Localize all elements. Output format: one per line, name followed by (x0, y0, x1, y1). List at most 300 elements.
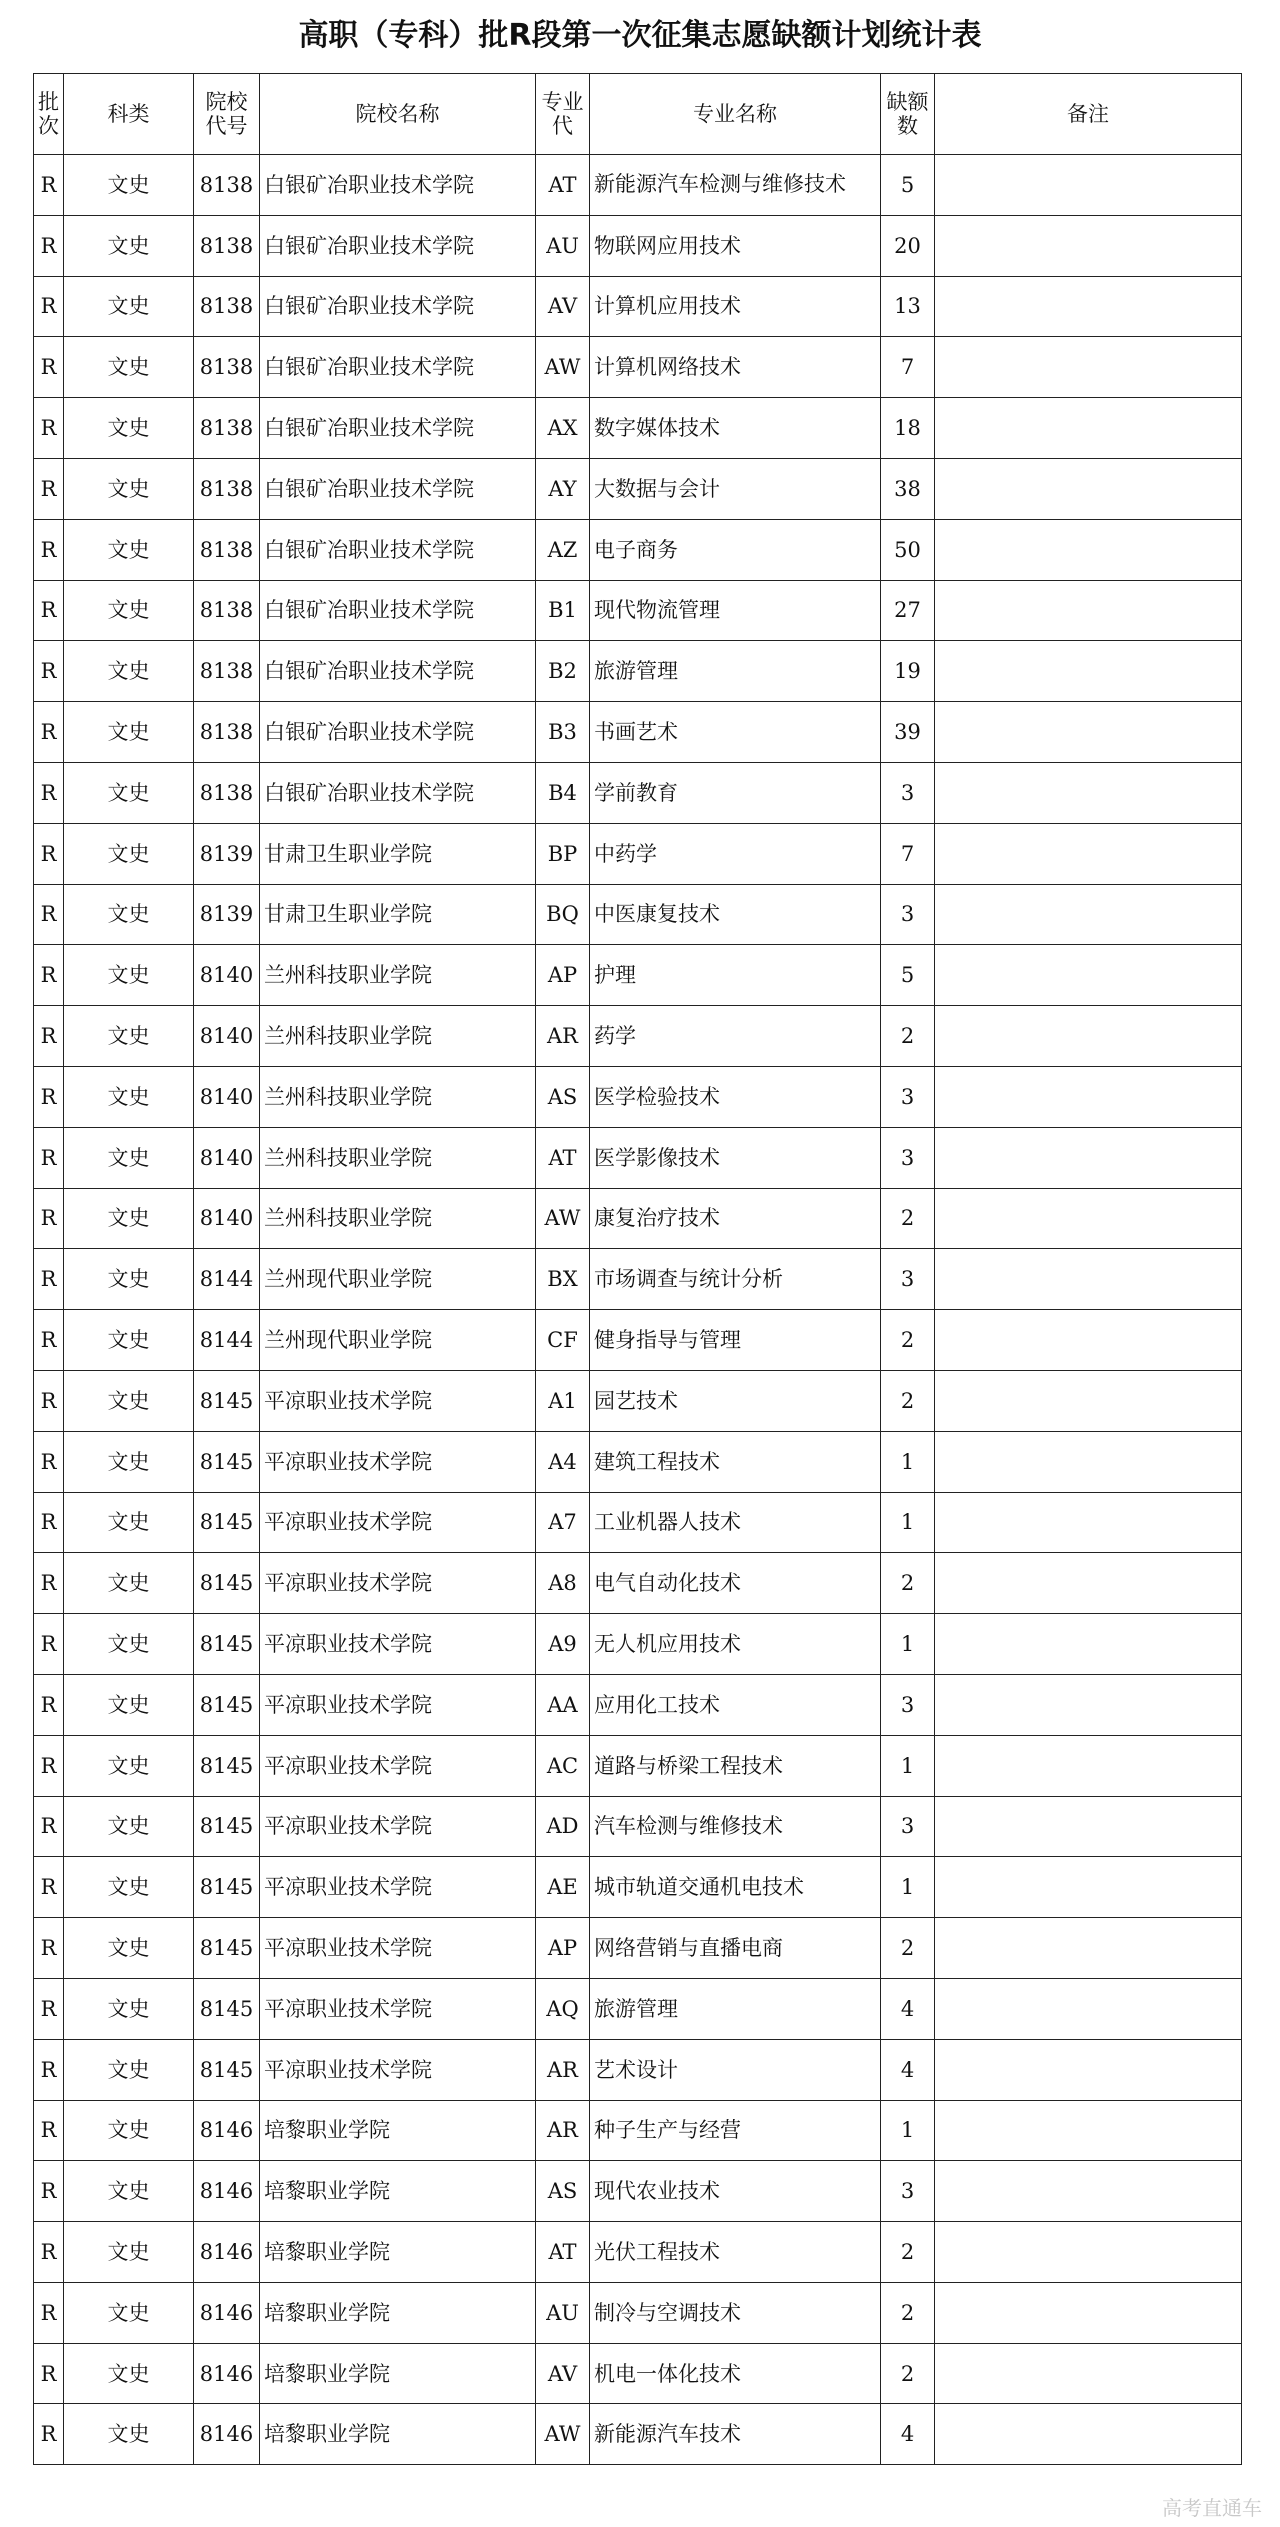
table-row (34, 702, 1242, 763)
cell-subject: 文史 (64, 398, 194, 459)
cell-school-code: 8140 (194, 945, 260, 1006)
cell-remark (935, 580, 1242, 641)
cell-subject: 文史 (64, 2404, 194, 2465)
cell-major-code: BX (536, 1249, 590, 1310)
cell-vacancy: 5 (881, 945, 935, 1006)
cell-school-name: 白银矿冶职业技术学院 (260, 519, 536, 580)
cell-major-code: AT (536, 1127, 590, 1188)
cell-vacancy: 2 (881, 2343, 935, 2404)
cell-subject: 文史 (64, 1553, 194, 1614)
cell-school-code: 8146 (194, 2161, 260, 2222)
cell-major-code: A9 (536, 1614, 590, 1675)
cell-major-code: AW (536, 1188, 590, 1249)
cell-vacancy: 2 (881, 1918, 935, 1979)
table-body (34, 155, 1242, 2465)
cell-school-code: 8145 (194, 1492, 260, 1553)
cell-batch: R (34, 2282, 64, 2343)
cell-batch: R (34, 1857, 64, 1918)
cell-major-code: AV (536, 2343, 590, 2404)
cell-school-code: 8138 (194, 155, 260, 216)
cell-remark (935, 1127, 1242, 1188)
cell-vacancy: 3 (881, 2161, 935, 2222)
cell-remark (935, 641, 1242, 702)
cell-major-code: AD (536, 1796, 590, 1857)
cell-major-code: AZ (536, 519, 590, 580)
cell-major-name: 健身指导与管理 (590, 1310, 881, 1371)
cell-major-name: 艺术设计 (590, 2039, 881, 2100)
cell-vacancy: 3 (881, 1674, 935, 1735)
cell-remark (935, 1735, 1242, 1796)
cell-school-name: 兰州科技职业学院 (260, 1066, 536, 1127)
cell-subject: 文史 (64, 155, 194, 216)
cell-subject: 文史 (64, 2100, 194, 2161)
cell-vacancy: 1 (881, 1857, 935, 1918)
table-row (34, 1674, 1242, 1735)
cell-major-code: BP (536, 823, 590, 884)
cell-school-code: 8138 (194, 215, 260, 276)
cell-school-code: 8140 (194, 1127, 260, 1188)
table-row (34, 458, 1242, 519)
cell-remark (935, 458, 1242, 519)
cell-subject: 文史 (64, 1918, 194, 1979)
cell-school-name: 兰州科技职业学院 (260, 1127, 536, 1188)
cell-remark (935, 2039, 1242, 2100)
cell-remark (935, 823, 1242, 884)
table-row (34, 1006, 1242, 1067)
cell-batch: R (34, 458, 64, 519)
cell-school-name: 平凉职业技术学院 (260, 1918, 536, 1979)
table-row (34, 519, 1242, 580)
cell-school-name: 白银矿冶职业技术学院 (260, 762, 536, 823)
cell-subject: 文史 (64, 2039, 194, 2100)
cell-school-code: 8145 (194, 1918, 260, 1979)
cell-batch: R (34, 519, 64, 580)
cell-school-code: 8139 (194, 823, 260, 884)
cell-school-code: 8146 (194, 2404, 260, 2465)
cell-major-code: AW (536, 2404, 590, 2465)
cell-school-name: 平凉职业技术学院 (260, 1614, 536, 1675)
table-row (34, 1978, 1242, 2039)
cell-vacancy: 5 (881, 155, 935, 216)
cell-remark (935, 337, 1242, 398)
table-row (34, 1735, 1242, 1796)
cell-school-name: 白银矿冶职业技术学院 (260, 337, 536, 398)
cell-subject: 文史 (64, 1431, 194, 1492)
header-batch: 批次 (34, 74, 64, 155)
cell-remark (935, 1978, 1242, 2039)
cell-school-name: 白银矿冶职业技术学院 (260, 398, 536, 459)
cell-school-code: 8146 (194, 2343, 260, 2404)
cell-remark (935, 398, 1242, 459)
cell-school-name: 培黎职业学院 (260, 2282, 536, 2343)
cell-subject: 文史 (64, 1978, 194, 2039)
cell-major-code: AA (536, 1674, 590, 1735)
cell-school-code: 8145 (194, 1735, 260, 1796)
table-header (34, 74, 1242, 155)
cell-batch: R (34, 1127, 64, 1188)
cell-major-code: AP (536, 945, 590, 1006)
cell-major-name: 物联网应用技术 (590, 215, 881, 276)
cell-major-code: AY (536, 458, 590, 519)
cell-major-code: AC (536, 1735, 590, 1796)
cell-school-name: 培黎职业学院 (260, 2222, 536, 2283)
cell-major-name: 市场调查与统计分析 (590, 1249, 881, 1310)
cell-subject: 文史 (64, 2161, 194, 2222)
cell-batch: R (34, 1735, 64, 1796)
cell-subject: 文史 (64, 1735, 194, 1796)
cell-vacancy: 19 (881, 641, 935, 702)
cell-school-code: 8146 (194, 2222, 260, 2283)
cell-school-name: 白银矿冶职业技术学院 (260, 702, 536, 763)
cell-school-code: 8145 (194, 1370, 260, 1431)
header-remark: 备注 (935, 74, 1242, 155)
cell-vacancy: 2 (881, 2282, 935, 2343)
cell-subject: 文史 (64, 580, 194, 641)
cell-school-code: 8145 (194, 1431, 260, 1492)
table-row (34, 884, 1242, 945)
cell-batch: R (34, 762, 64, 823)
cell-remark (935, 155, 1242, 216)
cell-major-code: AX (536, 398, 590, 459)
cell-school-name: 白银矿冶职业技术学院 (260, 458, 536, 519)
cell-major-name: 工业机器人技术 (590, 1492, 881, 1553)
cell-school-code: 8138 (194, 519, 260, 580)
cell-major-name: 医学影像技术 (590, 1127, 881, 1188)
cell-major-code: AU (536, 215, 590, 276)
cell-school-name: 白银矿冶职业技术学院 (260, 580, 536, 641)
cell-subject: 文史 (64, 641, 194, 702)
cell-vacancy: 1 (881, 1492, 935, 1553)
header-vacancy: 缺额数 (881, 74, 935, 155)
cell-remark (935, 2100, 1242, 2161)
cell-major-name: 数字媒体技术 (590, 398, 881, 459)
cell-major-code: AR (536, 2039, 590, 2100)
cell-vacancy: 3 (881, 762, 935, 823)
cell-remark (935, 2404, 1242, 2465)
cell-school-code: 8138 (194, 762, 260, 823)
cell-vacancy: 20 (881, 215, 935, 276)
cell-vacancy: 2 (881, 1370, 935, 1431)
cell-school-name: 平凉职业技术学院 (260, 1553, 536, 1614)
cell-major-code: AR (536, 2100, 590, 2161)
cell-vacancy: 13 (881, 276, 935, 337)
table-row (34, 1796, 1242, 1857)
cell-school-code: 8138 (194, 458, 260, 519)
cell-vacancy: 7 (881, 823, 935, 884)
cell-subject: 文史 (64, 1796, 194, 1857)
cell-remark (935, 1492, 1242, 1553)
cell-remark (935, 1066, 1242, 1127)
cell-remark (935, 1857, 1242, 1918)
cell-major-name: 应用化工技术 (590, 1674, 881, 1735)
cell-batch: R (34, 702, 64, 763)
cell-vacancy: 3 (881, 884, 935, 945)
cell-subject: 文史 (64, 1857, 194, 1918)
cell-major-name: 无人机应用技术 (590, 1614, 881, 1675)
cell-batch: R (34, 1188, 64, 1249)
cell-major-name: 护理 (590, 945, 881, 1006)
cell-batch: R (34, 337, 64, 398)
cell-major-code: AT (536, 2222, 590, 2283)
cell-vacancy: 1 (881, 1431, 935, 1492)
cell-major-name: 计算机应用技术 (590, 276, 881, 337)
table-row (34, 1431, 1242, 1492)
table-row (34, 215, 1242, 276)
cell-major-code: B1 (536, 580, 590, 641)
cell-school-name: 平凉职业技术学院 (260, 2039, 536, 2100)
table-row (34, 1918, 1242, 1979)
cell-vacancy: 3 (881, 1127, 935, 1188)
cell-subject: 文史 (64, 823, 194, 884)
cell-vacancy: 4 (881, 1978, 935, 2039)
vacancy-table (33, 73, 1242, 2465)
cell-major-name: 道路与桥梁工程技术 (590, 1735, 881, 1796)
cell-major-code: AR (536, 1006, 590, 1067)
cell-major-code: A1 (536, 1370, 590, 1431)
cell-school-code: 8145 (194, 1796, 260, 1857)
cell-remark (935, 702, 1242, 763)
cell-school-code: 8138 (194, 398, 260, 459)
cell-school-name: 白银矿冶职业技术学院 (260, 215, 536, 276)
cell-school-code: 8140 (194, 1066, 260, 1127)
cell-vacancy: 1 (881, 1735, 935, 1796)
cell-major-code: AU (536, 2282, 590, 2343)
cell-school-code: 8140 (194, 1006, 260, 1067)
table-row (34, 1492, 1242, 1553)
cell-major-code: AT (536, 155, 590, 216)
cell-batch: R (34, 945, 64, 1006)
cell-school-code: 8144 (194, 1249, 260, 1310)
table-row (34, 1614, 1242, 1675)
cell-vacancy: 3 (881, 1796, 935, 1857)
cell-major-name: 康复治疗技术 (590, 1188, 881, 1249)
cell-remark (935, 1674, 1242, 1735)
cell-vacancy: 27 (881, 580, 935, 641)
cell-remark (935, 1249, 1242, 1310)
cell-remark (935, 762, 1242, 823)
cell-major-name: 中医康复技术 (590, 884, 881, 945)
table-row (34, 2404, 1242, 2465)
cell-vacancy: 2 (881, 1006, 935, 1067)
cell-subject: 文史 (64, 1614, 194, 1675)
cell-batch: R (34, 1492, 64, 1553)
cell-vacancy: 1 (881, 2100, 935, 2161)
cell-school-name: 平凉职业技术学院 (260, 1492, 536, 1553)
cell-school-code: 8145 (194, 1857, 260, 1918)
cell-major-name: 城市轨道交通机电技术 (590, 1857, 881, 1918)
cell-major-code: A7 (536, 1492, 590, 1553)
cell-vacancy: 38 (881, 458, 935, 519)
cell-school-name: 平凉职业技术学院 (260, 1431, 536, 1492)
cell-school-name: 培黎职业学院 (260, 2161, 536, 2222)
cell-batch: R (34, 1310, 64, 1371)
cell-school-code: 8146 (194, 2282, 260, 2343)
cell-major-name: 园艺技术 (590, 1370, 881, 1431)
cell-major-code: B2 (536, 641, 590, 702)
cell-vacancy: 1 (881, 1614, 935, 1675)
cell-school-name: 平凉职业技术学院 (260, 1735, 536, 1796)
cell-school-name: 平凉职业技术学院 (260, 1674, 536, 1735)
cell-major-code: AQ (536, 1978, 590, 2039)
cell-remark (935, 1553, 1242, 1614)
cell-school-name: 甘肃卫生职业学院 (260, 884, 536, 945)
cell-major-code: BQ (536, 884, 590, 945)
cell-subject: 文史 (64, 2343, 194, 2404)
cell-batch: R (34, 580, 64, 641)
cell-remark (935, 2222, 1242, 2283)
cell-school-code: 8138 (194, 641, 260, 702)
cell-subject: 文史 (64, 945, 194, 1006)
cell-school-name: 平凉职业技术学院 (260, 1370, 536, 1431)
cell-school-code: 8138 (194, 276, 260, 337)
table-row (34, 2100, 1242, 2161)
cell-school-name: 白银矿冶职业技术学院 (260, 641, 536, 702)
cell-major-code: B3 (536, 702, 590, 763)
table-row (34, 1188, 1242, 1249)
table-row (34, 2161, 1242, 2222)
page-title: 高职（专科）批R段第一次征集志愿缺额计划统计表 (298, 18, 982, 53)
cell-school-name: 兰州科技职业学院 (260, 1006, 536, 1067)
table-row (34, 1553, 1242, 1614)
cell-school-name: 甘肃卫生职业学院 (260, 823, 536, 884)
cell-subject: 文史 (64, 1492, 194, 1553)
cell-batch: R (34, 1674, 64, 1735)
cell-subject: 文史 (64, 215, 194, 276)
cell-school-code: 8145 (194, 1674, 260, 1735)
cell-batch: R (34, 2100, 64, 2161)
cell-batch: R (34, 2222, 64, 2283)
cell-school-code: 8138 (194, 337, 260, 398)
table-row (34, 1249, 1242, 1310)
cell-subject: 文史 (64, 884, 194, 945)
cell-subject: 文史 (64, 519, 194, 580)
header-major-code: 专业代 (536, 74, 590, 155)
cell-major-name: 中药学 (590, 823, 881, 884)
cell-major-name: 制冷与空调技术 (590, 2282, 881, 2343)
cell-major-name: 光伏工程技术 (590, 2222, 881, 2283)
table-row (34, 398, 1242, 459)
cell-vacancy: 3 (881, 1249, 935, 1310)
table-row (34, 2282, 1242, 2343)
cell-vacancy: 7 (881, 337, 935, 398)
cell-batch: R (34, 215, 64, 276)
cell-remark (935, 1796, 1242, 1857)
cell-batch: R (34, 1431, 64, 1492)
cell-school-code: 8145 (194, 1614, 260, 1675)
cell-major-name: 书画艺术 (590, 702, 881, 763)
cell-school-name: 白银矿冶职业技术学院 (260, 276, 536, 337)
cell-batch: R (34, 1006, 64, 1067)
cell-remark (935, 2343, 1242, 2404)
cell-batch: R (34, 155, 64, 216)
watermark: 高考直通车 (1162, 2496, 1262, 2520)
cell-remark (935, 884, 1242, 945)
cell-school-name: 白银矿冶职业技术学院 (260, 155, 536, 216)
table-row (34, 945, 1242, 1006)
cell-major-name: 汽车检测与维修技术 (590, 1796, 881, 1857)
header-school-code: 院校代号 (194, 74, 260, 155)
cell-school-name: 兰州科技职业学院 (260, 945, 536, 1006)
cell-major-name: 旅游管理 (590, 1978, 881, 2039)
table-row (34, 762, 1242, 823)
cell-subject: 文史 (64, 337, 194, 398)
cell-school-name: 培黎职业学院 (260, 2343, 536, 2404)
cell-school-name: 培黎职业学院 (260, 2404, 536, 2465)
cell-major-name: 学前教育 (590, 762, 881, 823)
cell-batch: R (34, 276, 64, 337)
cell-batch: R (34, 2039, 64, 2100)
cell-remark (935, 1188, 1242, 1249)
cell-major-name: 现代农业技术 (590, 2161, 881, 2222)
cell-major-code: A8 (536, 1553, 590, 1614)
cell-remark (935, 1370, 1242, 1431)
cell-vacancy: 2 (881, 1553, 935, 1614)
cell-remark (935, 276, 1242, 337)
cell-vacancy: 39 (881, 702, 935, 763)
cell-batch: R (34, 1918, 64, 1979)
cell-major-code: CF (536, 1310, 590, 1371)
cell-batch: R (34, 1614, 64, 1675)
cell-remark (935, 1006, 1242, 1067)
cell-batch: R (34, 2404, 64, 2465)
cell-major-name: 新能源汽车技术 (590, 2404, 881, 2465)
cell-major-code: AE (536, 1857, 590, 1918)
cell-vacancy: 4 (881, 2039, 935, 2100)
cell-batch: R (34, 1796, 64, 1857)
cell-major-code: AS (536, 2161, 590, 2222)
table-row (34, 823, 1242, 884)
header-major-name: 专业名称 (590, 74, 881, 155)
cell-major-name: 大数据与会计 (590, 458, 881, 519)
cell-batch: R (34, 641, 64, 702)
cell-major-code: AV (536, 276, 590, 337)
cell-school-code: 8144 (194, 1310, 260, 1371)
cell-school-name: 平凉职业技术学院 (260, 1796, 536, 1857)
cell-school-name: 兰州科技职业学院 (260, 1188, 536, 1249)
cell-batch: R (34, 1249, 64, 1310)
table-row (34, 2222, 1242, 2283)
table-row (34, 2039, 1242, 2100)
cell-subject: 文史 (64, 1188, 194, 1249)
cell-major-name: 计算机网络技术 (590, 337, 881, 398)
cell-major-code: A4 (536, 1431, 590, 1492)
cell-vacancy: 2 (881, 1188, 935, 1249)
cell-major-code: AW (536, 337, 590, 398)
cell-major-name: 医学检验技术 (590, 1066, 881, 1127)
cell-school-code: 8139 (194, 884, 260, 945)
cell-major-code: AS (536, 1066, 590, 1127)
table-row (34, 337, 1242, 398)
cell-major-name: 电子商务 (590, 519, 881, 580)
cell-batch: R (34, 1978, 64, 2039)
cell-school-code: 8138 (194, 702, 260, 763)
cell-remark (935, 1918, 1242, 1979)
cell-batch: R (34, 2343, 64, 2404)
cell-batch: R (34, 1066, 64, 1127)
cell-school-name: 培黎职业学院 (260, 2100, 536, 2161)
cell-school-name: 平凉职业技术学院 (260, 1857, 536, 1918)
cell-major-name: 电气自动化技术 (590, 1553, 881, 1614)
cell-remark (935, 2282, 1242, 2343)
cell-vacancy: 4 (881, 2404, 935, 2465)
cell-subject: 文史 (64, 458, 194, 519)
cell-major-code: AP (536, 1918, 590, 1979)
cell-subject: 文史 (64, 762, 194, 823)
cell-major-name: 网络营销与直播电商 (590, 1918, 881, 1979)
cell-subject: 文史 (64, 2282, 194, 2343)
cell-batch: R (34, 398, 64, 459)
table-row (34, 1370, 1242, 1431)
